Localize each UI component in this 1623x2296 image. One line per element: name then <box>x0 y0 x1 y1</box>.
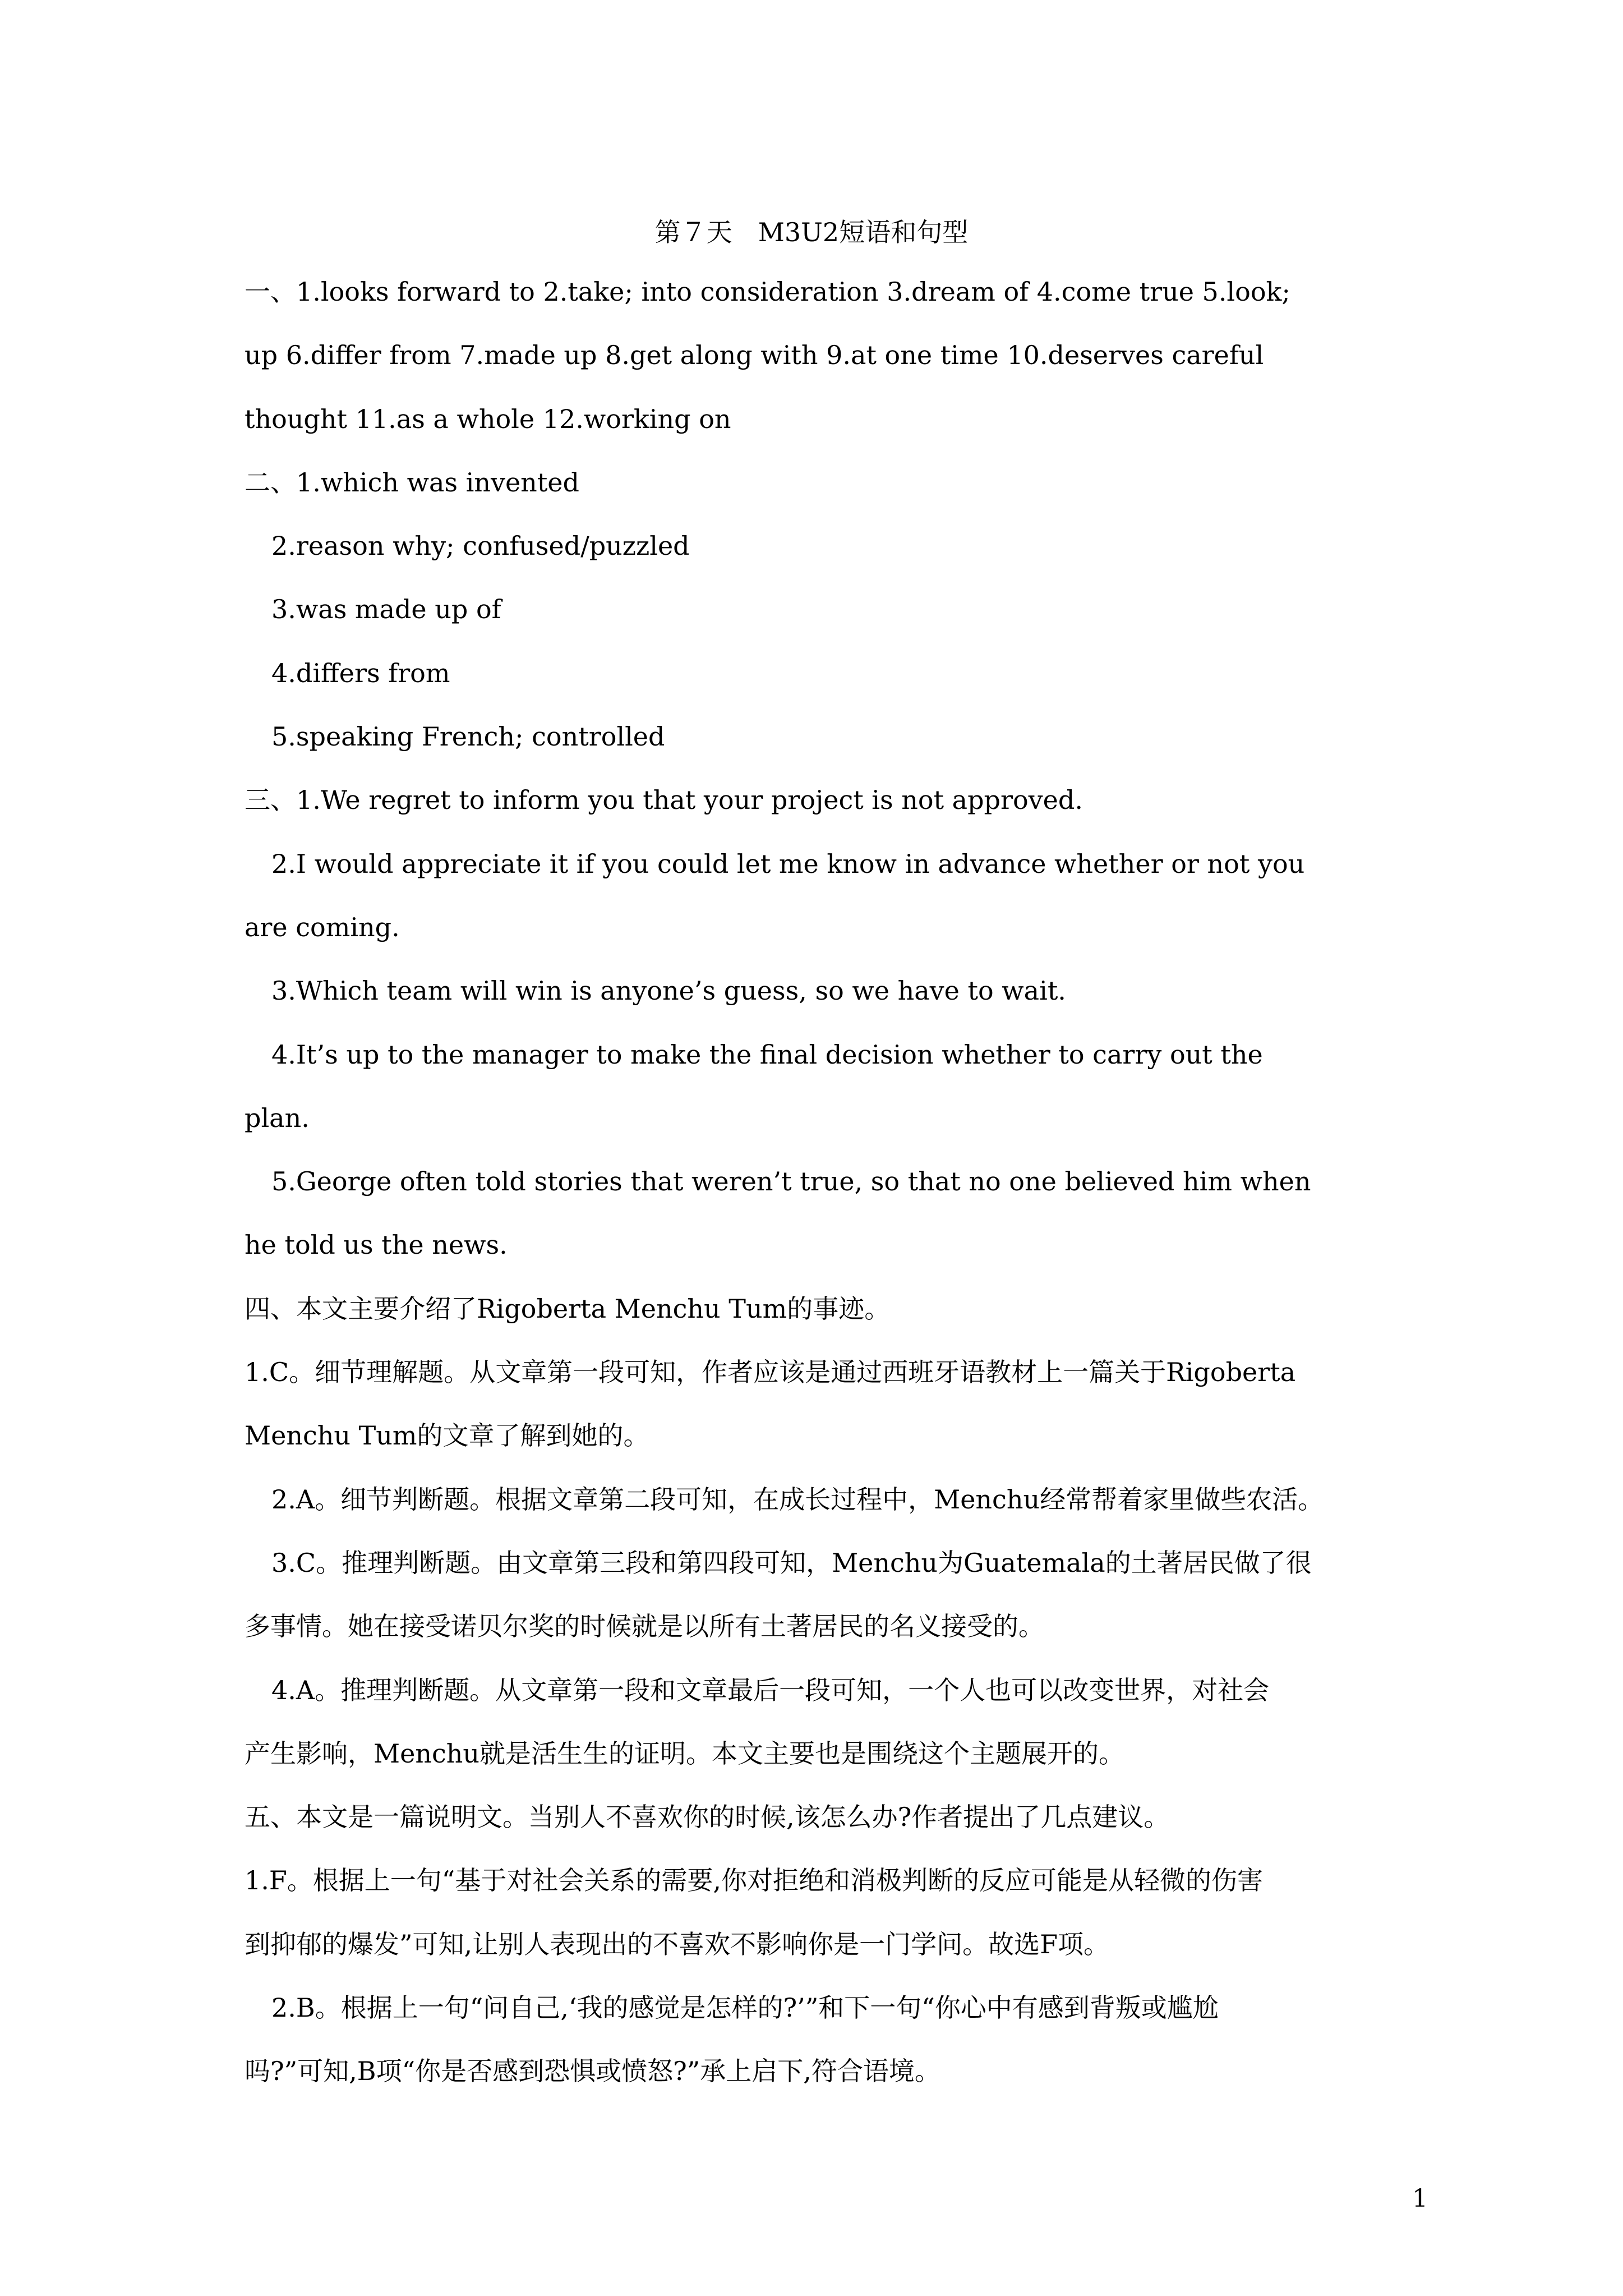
text-line: 4.differs from <box>271 657 450 688</box>
text-line: 1.F。根据上一句“基于对社会关系的需要,你对拒绝和消极判断的反应可能是从轻微的伤害 <box>245 1865 1263 1896</box>
text-line: 2.A。细节判断题。根据文章第二段可知，在成长过程中，Menchu经常帮着家里做些农活。 <box>271 1484 1324 1515</box>
text-line: 5.George often told stories that weren’t true, so that no one believed him when <box>271 1166 1311 1197</box>
text-line: 2.I would appreciate it if you could let me know in advance whether or not you <box>271 848 1305 879</box>
text-line: 到抑郁的爆发”可知,让别人表现出的不喜欢不影响你是一门学问。故选F项。 <box>245 1929 1110 1959</box>
text-line: 四、本文主要介绍了Rigoberta Menchu Tum的事迹。 <box>245 1293 891 1324</box>
text-line: 二、1.which was invented <box>245 467 579 498</box>
text-line: 多事情。她在接受诺贝尔奖的时候就是以所有土著居民的名义接受的。 <box>245 1611 1044 1642</box>
text-line: are coming. <box>245 912 400 942</box>
text-line: 5.speaking French; controlled <box>271 721 665 752</box>
text-line: 3.was made up of <box>271 594 501 625</box>
text-line: 五、本文是一篇说明文。当别人不喜欢你的时候,该怎么办?作者提出了几点建议。 <box>245 1802 1170 1833</box>
text-line: 4.A。推理判断题。从文章第一段和文章最后一段可知，一个人也可以改变世界，对社会 <box>271 1674 1270 1705</box>
text-line: he told us the news. <box>245 1230 508 1260</box>
text-line: 3.C。推理判断题。由文章第三段和第四段可知，Menchu为Guatemala的土著居民做了很 <box>271 1547 1312 1578</box>
text-line: 1.C。细节理解题。从文章第一段可知，作者应该是通过西班牙语教材上一篇关于Rigoberta <box>245 1357 1296 1388</box>
page-number: 1 <box>1412 2184 1428 2213</box>
text-line: 吗?”可知,B项“你是否感到恐惧或愤怒?”承上启下,符合语境。 <box>245 2056 940 2087</box>
page-title: 第７天 M3U2短语和句型 <box>654 217 969 247</box>
text-line: plan. <box>245 1102 310 1133</box>
text-line: 2.B。根据上一句“问自己,‘我的感觉是怎样的?’”和下一句“你心中有感到背叛或尴尬 <box>271 1993 1219 2023</box>
text-line: 产生影响，Menchu就是活生生的证明。本文主要也是围绕这个主题展开的。 <box>245 1738 1124 1769</box>
text-line: 2.reason why; confused/puzzled <box>271 531 690 562</box>
text-line: 3.Which team will win is anyone’s guess, so we have to wait. <box>271 976 1066 1006</box>
text-line: up 6.differ from 7.made up 8.get along with 9.at one time 10.deserves careful <box>245 340 1264 371</box>
text-line: thought 11.as a whole 12.working on <box>245 403 731 434</box>
text-line: 三、1.We regret to inform you that your project is not approved. <box>245 785 1083 816</box>
text-line: 4.It’s up to the manager to make the final decision whether to carry out the <box>271 1039 1263 1070</box>
text-line: 一、1.looks forward to 2.take; into consideration 3.dream of 4.come true 5.look; <box>245 277 1290 307</box>
answer-key-body <box>245 275 1501 2118</box>
text-line: Menchu Tum的文章了解到她的。 <box>245 1420 649 1451</box>
